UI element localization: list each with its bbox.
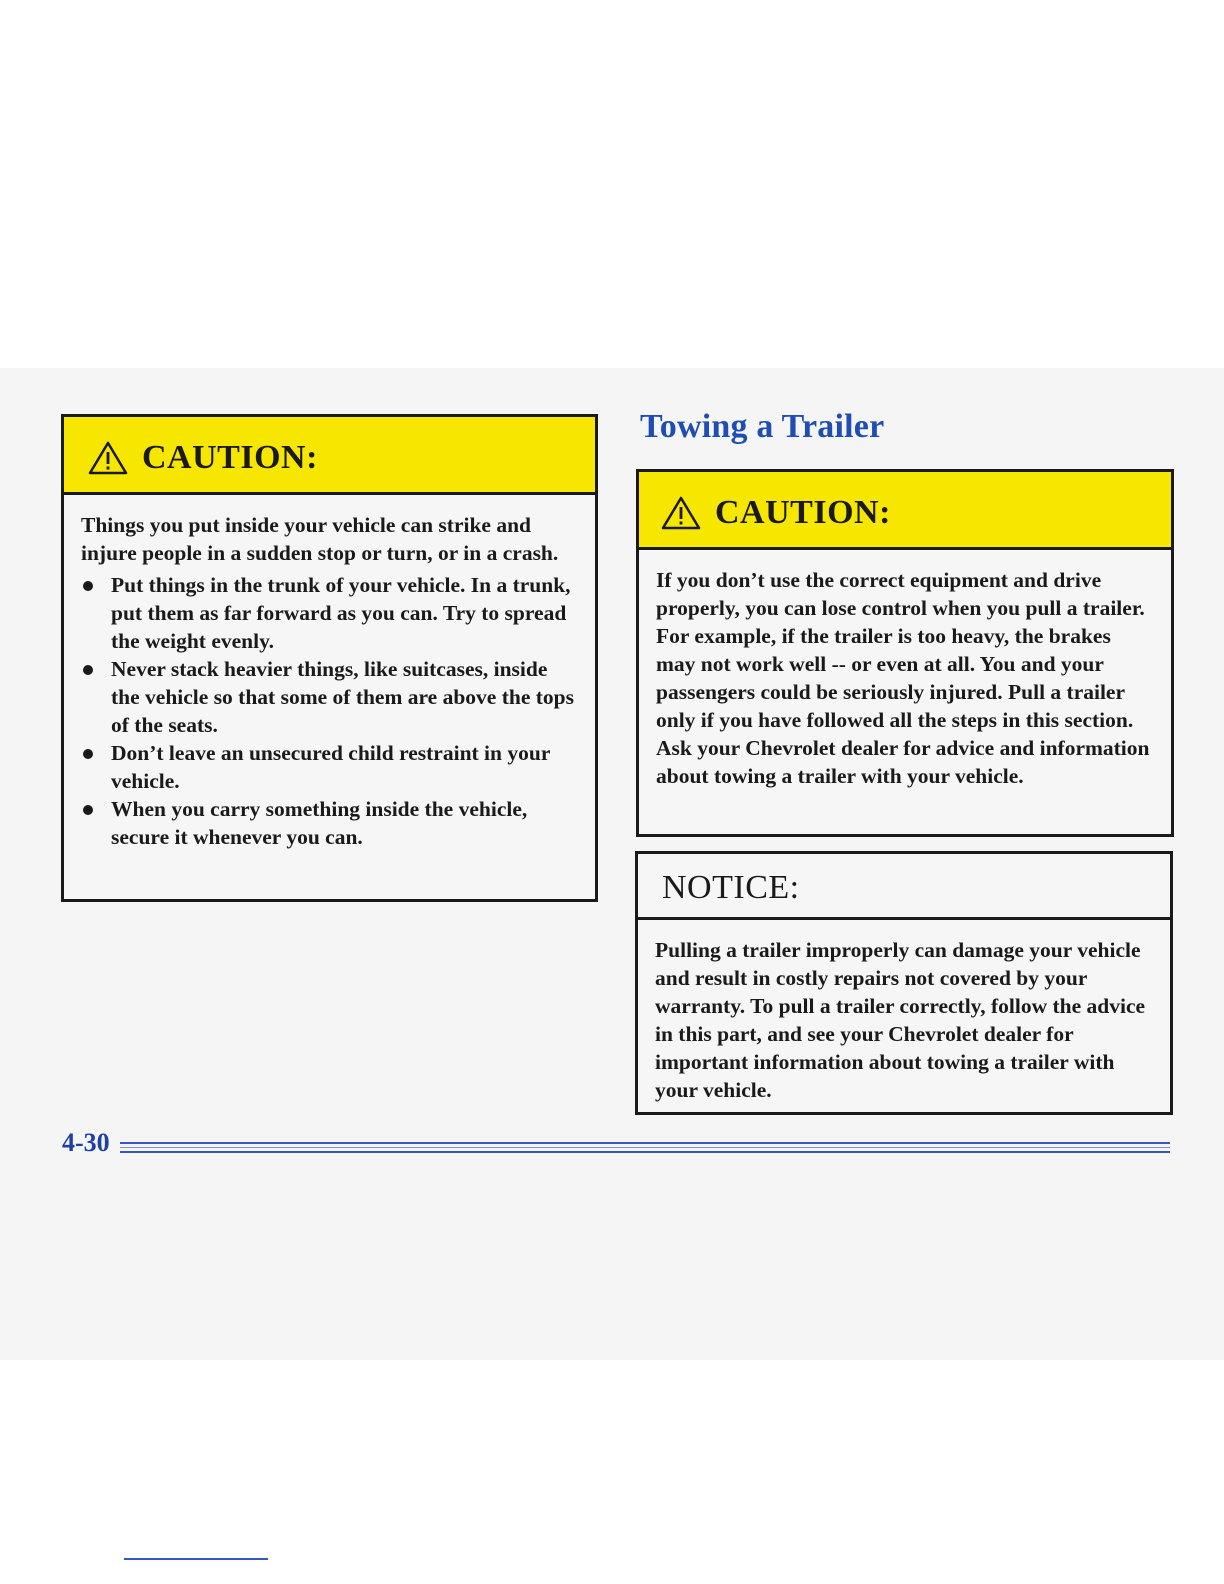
- notice-header: [638, 854, 1170, 920]
- caution-header: [64, 417, 595, 495]
- footer-rule: [120, 1147, 1170, 1148]
- caution-bullet-list: [81, 571, 577, 851]
- warning-triangle-icon: [88, 440, 128, 476]
- caution-heading: CAUTION:: [142, 438, 318, 476]
- bullet-item: Never stack heavier things, like suitcases, inside the vehicle so that some of them are above the tops of the seats.: [81, 655, 577, 739]
- page-number: 4-30: [62, 1128, 110, 1157]
- notice-body: [638, 920, 1170, 1104]
- bullet-item: Don’t leave an unsecured child restraint in your vehicle.: [81, 739, 577, 795]
- notice-box: [635, 851, 1173, 1115]
- caution-intro: Things you put inside your vehicle can strike and injure people in a sudden stop or turn, or in a crash.: [81, 513, 559, 565]
- caution-heading: CAUTION:: [715, 493, 891, 531]
- caution-text: If you don’t use the correct equipment and drive properly, you can lose control when you pull a trailer. For example, if the trailer is too heavy, the brakes may not work well -- or even at all. You and your passengers could be seriously injured. Pull a trailer only if you have followed all the steps in this section. Ask your Chevrolet dealer for advice and information about towing a trailer with your vehicle.: [656, 568, 1150, 788]
- caution-body: [639, 550, 1171, 790]
- caution-box-vehicle-loading: [61, 414, 598, 902]
- warning-triangle-icon: [661, 495, 701, 531]
- footer-rule: [120, 1142, 1170, 1144]
- underline-decoration: [124, 1558, 268, 1560]
- notice-heading: NOTICE:: [662, 868, 800, 906]
- bullet-item: Put things in the trunk of your vehicle. In a trunk, put them as far forward as you can. Try to spread the weight evenly.: [81, 571, 577, 655]
- caution-box-towing: [636, 469, 1174, 837]
- bullet-item: When you carry something inside the vehicle, secure it whenever you can.: [81, 795, 577, 851]
- caution-header: [639, 472, 1171, 550]
- caution-body: [64, 495, 595, 851]
- notice-text: Pulling a trailer improperly can damage your vehicle and result in costly repairs not covered by your warranty. To pull a trailer correctly, follow the advice in this part, and see your Chevrolet dealer for important information about towing a trailer with your vehicle.: [655, 938, 1146, 1102]
- section-title: Towing a Trailer: [640, 408, 885, 445]
- footer-rule: [120, 1151, 1170, 1153]
